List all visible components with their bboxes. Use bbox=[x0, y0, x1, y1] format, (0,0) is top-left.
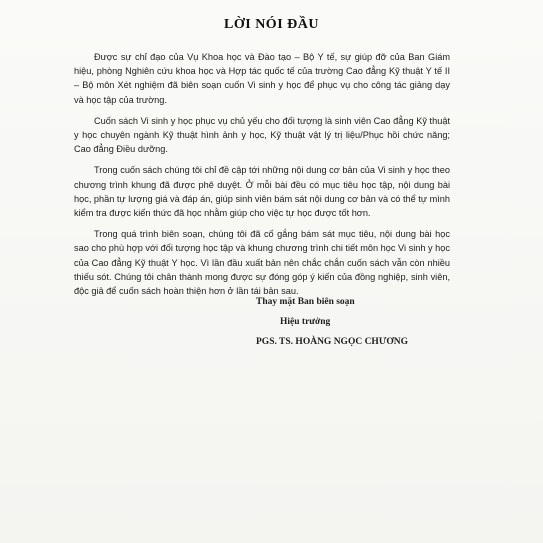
signature-line-1: Thay mặt Ban biên soạn bbox=[256, 297, 355, 307]
paragraph-1: Được sự chỉ đạo của Vụ Khoa học và Đào tạo – Bộ Y tế, sự giúp đỡ của Ban Giám hiệu, phòng Nghiên cứu khoa học và Hợp tác quốc tế của trường Cao đẳng Kỹ thuật Y tế II – Bộ môn Xét nghiệm đã biên soạn cuốn Vi sinh y học để phục vụ cho công tác giảng dạy và học tập của trường. bbox=[74, 52, 450, 105]
paragraph-2: Cuốn sách Vi sinh y học phục vụ chủ yếu cho đối tượng là sinh viên Cao đẳng Kỹ thuật y học chuyên ngành Kỹ thuật hình ảnh y học, Kỹ thuật vật lý trị liệu/Phục hồi chức năng; Cao đẳng Điều dưỡng. bbox=[74, 115, 450, 155]
paragraph-4: Trong quá trình biên soạn, chúng tôi đã cố gắng bám sát mục tiêu, nội dung bài học sao cho phù hợp với đối tượng học tập và khung chương trình chi tiết môn học Vi sinh y học của Cao đẳng Kỹ thuật Y học. Vì lần đầu xuất bản nên chắc chắn cuốn sách vẫn còn nhiều thiếu sót. Chúng tôi chân thành mong được sự đóng góp ý kiến của đồng nghiệp, sinh viên, độc giả để cuốn sách hoàn thiện hơn ở lần tái bản sau. bbox=[74, 229, 450, 297]
signature-line-2: Hiệu trưởng bbox=[280, 317, 331, 327]
paragraph-3: Trong cuốn sách chúng tôi chỉ đề cập tới những nội dung cơ bản của Vi sinh y học theo chương trình khung đã được phê duyệt. Ở mỗi bài đều có mục tiêu học tập, nội dung bài học, phần tự lượng giá và đáp án, giúp sinh viên bám sát nội dung cơ bản và có thể tự mình kiểm tra được kiến thức đã học nhằm giúp cho việc tự học được tốt hơn. bbox=[74, 165, 450, 219]
preface-body bbox=[74, 50, 450, 305]
page-title: LỜI NÓI ĐẦU bbox=[224, 17, 319, 32]
signature-line-3: PGS. TS. HOÀNG NGỌC CHƯƠNG bbox=[256, 337, 409, 347]
